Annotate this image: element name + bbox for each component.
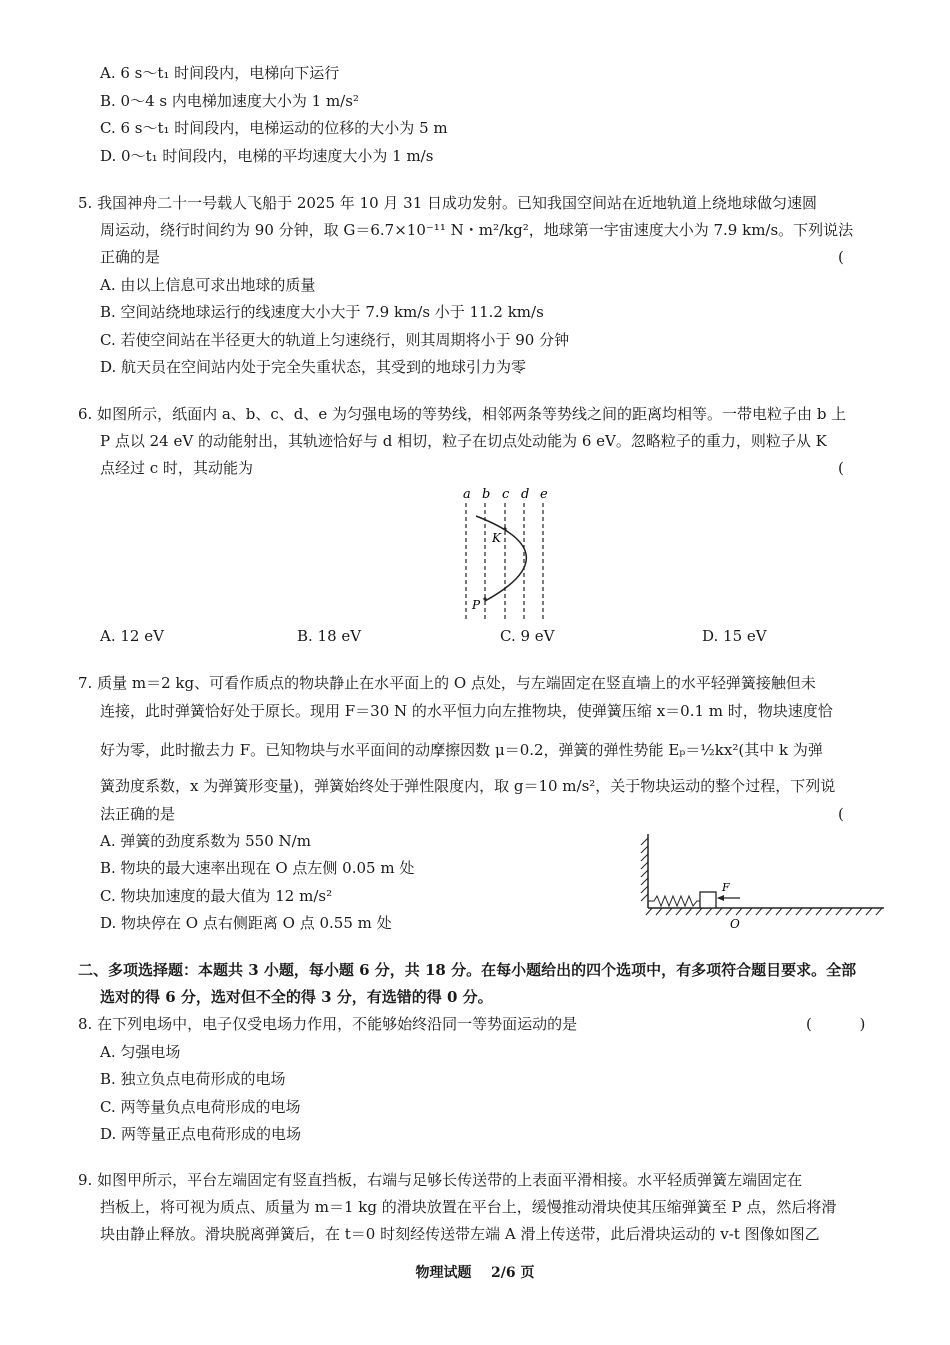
q7-option-d: D. 物块停在 O 点右侧距离 O 点 0.55 m 处 bbox=[100, 914, 392, 932]
q8-option-c: C. 两等量负点电荷形成的电场 bbox=[100, 1098, 301, 1116]
q5-option-b: B. 空间站绕地球运行的线速度大小大于 7.9 km/s 小于 11.2 km/s bbox=[100, 303, 544, 321]
q5-option-c: C. 若使空间站在半径更大的轨道上匀速绕行，则其周期将小于 90 分钟 bbox=[100, 331, 570, 349]
q5-stem-line-1: 5. 我国神舟二十一号载人飞船于 2025 年 10 月 31 日成功发射。已知我国空间站在近地轨道上绕地球做匀速圆 bbox=[78, 194, 818, 212]
q7-stem-line-3: 好为零，此时撤去力 F。已知物块与水平面间的动摩擦因数 μ＝0.2，弹簧的弹性势能 Eₚ＝½kx²(其中 k 为弹 bbox=[100, 741, 823, 759]
q5-option-a: A. 由以上信息可求出地球的质量 bbox=[100, 276, 316, 294]
q5-stem-line-2: 周运动，绕行时间约为 90 分钟，取 G＝6.7×10⁻¹¹ N・m²/kg²，地球第一宇宙速度大小为 7.9 km/s。下列说法 bbox=[100, 221, 854, 239]
q8-stem: 8. 在下列电场中，电子仅受电场力作用，不能够始终沿同一等势面运动的是 bbox=[78, 1015, 578, 1033]
q8-option-a: A. 匀强电场 bbox=[100, 1043, 181, 1061]
q7-answer-paren: ( bbox=[838, 805, 844, 823]
q5-stem-line-3: 正确的是 bbox=[100, 248, 161, 266]
spring bbox=[648, 896, 700, 906]
q7-stem-line-5: 法正确的是 bbox=[100, 805, 176, 823]
q6-stem-line-3: 点经过 c 时，其动能为 bbox=[100, 459, 253, 477]
section2-header-line-2: 选对的得 6 分，选对但不全的得 3 分，有选错的得 0 分。 bbox=[100, 988, 493, 1006]
q9-stem-line-2: 挡板上，将可视为质点、质量为 m＝1 kg 的滑块放置在平台上，缓慢推动滑块使其压缩弹簧至 P 点，然后将滑 bbox=[100, 1198, 837, 1216]
q6-option-a: A. 12 eV bbox=[100, 627, 164, 645]
label-k: K bbox=[492, 531, 501, 545]
label-c: c bbox=[502, 487, 510, 502]
q8-option-b: B. 独立负点电荷形成的电场 bbox=[100, 1070, 286, 1088]
q7-option-c: C. 物块加速度的最大值为 12 m/s² bbox=[100, 887, 333, 905]
q7-option-b: B. 物块的最大速率出现在 O 点左侧 0.05 m 处 bbox=[100, 859, 415, 877]
q7-stem-line-4: 簧劲度系数，x 为弹簧形变量)，弹簧始终处于弹性限度内，取 g＝10 m/s²，关于物块运动的整个过程，下列说 bbox=[100, 777, 836, 795]
point-p bbox=[483, 597, 486, 600]
label-o: O bbox=[730, 917, 740, 931]
label-e: e bbox=[540, 487, 548, 502]
q9-stem-line-3: 块由静止释放。滑块脱离弹簧后，在 t＝0 时刻经传送带左端 A 滑上传送带，此后滑块运动的 v-t 图像如图乙 bbox=[100, 1225, 820, 1243]
q6-stem-line-2: P 点以 24 eV 的动能射出，其轨迹恰好与 d 相切，粒子在切点处动能为 6 eV。忽略粒子的重力，则粒子从 K bbox=[100, 432, 827, 450]
q8-answer-paren: ( ) bbox=[806, 1015, 866, 1033]
force-arrowhead bbox=[717, 895, 724, 901]
q6-answer-paren: ( bbox=[838, 459, 844, 477]
q6-option-b: B. 18 eV bbox=[297, 627, 362, 645]
q9-stem-line-1: 9. 如图甲所示，平台左端固定有竖直挡板，右端与足够长传送带的上表面平滑相接。水平轻质弹簧左端固定在 bbox=[78, 1171, 803, 1189]
label-f: F bbox=[722, 881, 730, 894]
section2-header-line-1: 二、多项选择题：本题共 3 小题，每小题 6 分，共 18 分。在每小题给出的四个选项中，有多项符合题目要求。全部 bbox=[78, 961, 857, 979]
q5-option-d: D. 航天员在空间站内处于完全失重状态，其受到的地球引力为零 bbox=[100, 358, 527, 376]
q6-option-c: C. 9 eV bbox=[500, 627, 555, 645]
q7-spring-block-figure bbox=[636, 828, 888, 933]
q4-option-d: D. 0～t₁ 时间段内，电梯的平均速度大小为 1 m/s bbox=[100, 147, 434, 165]
q6-option-d: D. 15 eV bbox=[702, 627, 767, 645]
q6-equipotential-figure bbox=[450, 483, 560, 623]
page-footer: 物理试题 2/6 页 bbox=[415, 1265, 535, 1281]
block bbox=[700, 892, 716, 908]
q7-option-a: A. 弹簧的劲度系数为 550 N/m bbox=[100, 832, 311, 850]
q4-option-c: C. 6 s～t₁ 时间段内，电梯运动的位移的大小为 5 m bbox=[100, 119, 448, 137]
q4-option-b: B. 0～4 s 内电梯加速度大小为 1 m/s² bbox=[100, 92, 359, 110]
q6-stem-line-1: 6. 如图所示，纸面内 a、b、c、d、e 为匀强电场的等势线，相邻两条等势线之间的距离均相等。一带电粒子由 b 上 bbox=[78, 405, 847, 423]
label-d: d bbox=[521, 487, 530, 502]
q7-stem-line-1: 7. 质量 m＝2 kg、可看作质点的物块静止在水平面上的 O 点处，与左端固定在竖直墙上的水平轻弹簧接触但未 bbox=[78, 674, 816, 692]
particle-trajectory bbox=[476, 516, 526, 601]
q5-answer-paren: ( bbox=[838, 248, 844, 266]
label-p: P bbox=[472, 598, 481, 612]
label-b: b bbox=[482, 487, 491, 502]
point-k bbox=[503, 527, 506, 530]
q7-stem-line-2: 连接，此时弹簧恰好处于原长。现用 F＝30 N 的水平恒力向左推物块，使弹簧压缩 x＝0.1 m 时，物块速度恰 bbox=[100, 702, 833, 720]
q8-option-d: D. 两等量正点电荷形成的电场 bbox=[100, 1125, 302, 1143]
label-a: a bbox=[463, 487, 471, 502]
q4-option-a: A. 6 s～t₁ 时间段内，电梯向下运行 bbox=[100, 64, 340, 82]
